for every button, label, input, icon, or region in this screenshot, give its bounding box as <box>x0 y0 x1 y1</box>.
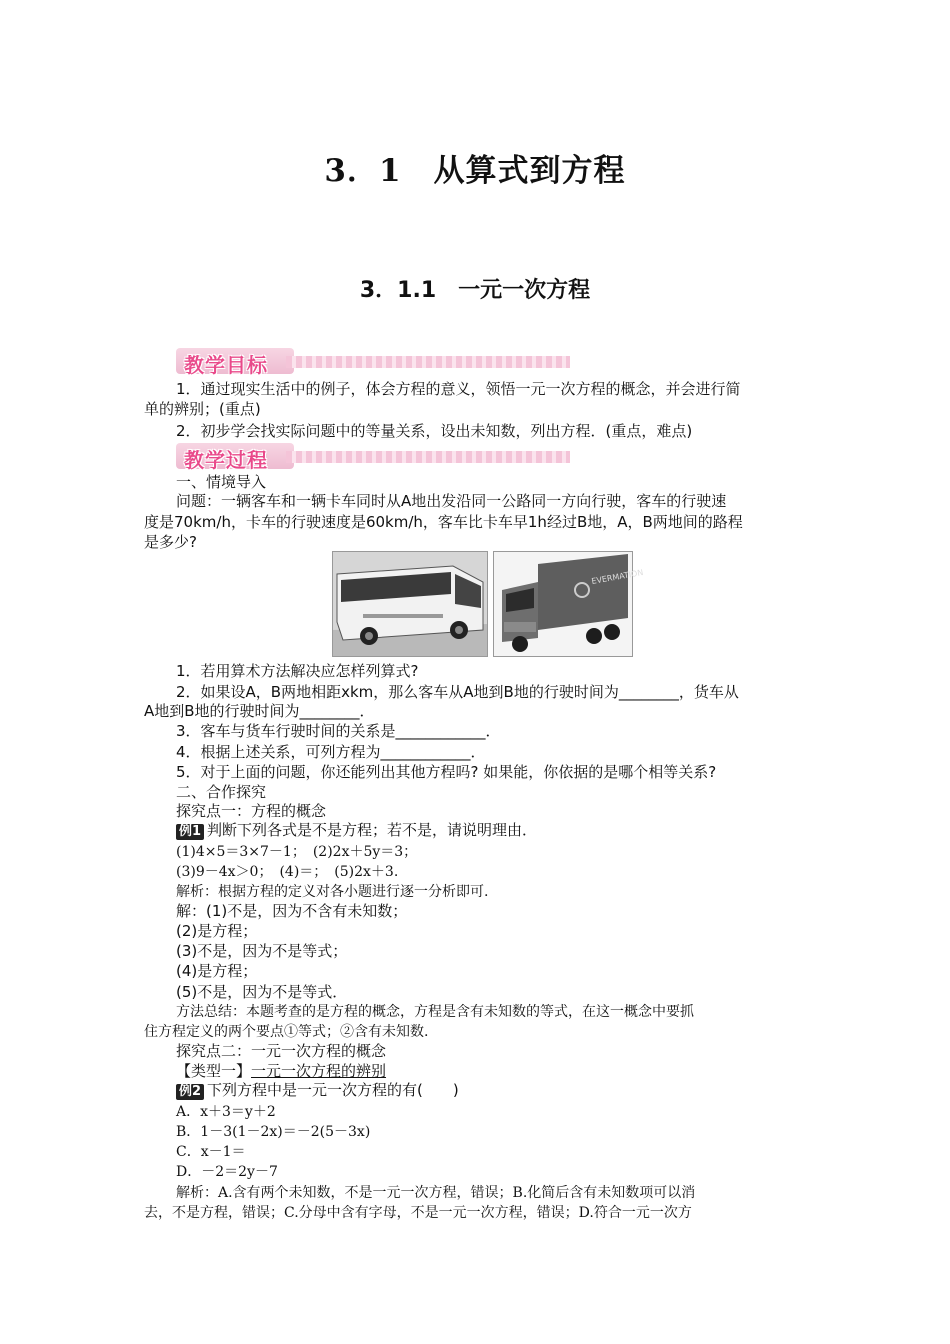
solution-4: (4)是方程； <box>176 962 258 980</box>
solution-1: 解：(1)不是，因为不含有未知数； <box>176 902 408 920</box>
option-b: B．1－3(1－2x)＝－2(5－3x) <box>176 1124 371 1140</box>
option-a: A．x＋3＝y＋2 <box>176 1104 276 1120</box>
option-c: C．x－1＝ <box>176 1144 246 1160</box>
solution-3: (3)不是，因为不是等式； <box>176 942 348 960</box>
section-title: 3．1.1 一元一次方程 <box>359 278 591 303</box>
section-1-heading: 一、情境导入 <box>176 473 267 491</box>
process-banner: 教学过程 <box>176 443 570 469</box>
analysis-2-a: 解析：A.含有两个未知数，不是一元一次方程，错误；B.化简后含有未知数项可以消 <box>176 1185 696 1201</box>
goal-2: 2．初步学会找实际问题中的等量关系，设出未知数，列出方程．(重点，难点) <box>176 422 693 440</box>
truck-brand-text: EVERMATION <box>590 568 644 586</box>
problem-line-1: 问题：一辆客车和一辆卡车同时从A地出发沿同一公路同一方向行驶，客车的行驶速 <box>176 492 727 510</box>
problem-line-2: 度是70km/h，卡车的行驶速度是60km/h，客车比卡车早1h经过B地，A，B两地间的路程 <box>144 513 743 531</box>
problem-line-3: 是多少? <box>144 533 197 551</box>
page-title: 3．1 从算式到方程 <box>324 153 626 189</box>
example-1-mark: 例1 <box>176 824 204 840</box>
goal-1-line-b: 单的辨别；(重点) <box>144 400 261 418</box>
point-2-heading: 探究点二：一元一次方程的概念 <box>176 1042 387 1060</box>
question-4: 4．根据上述关系，可列方程为____________． <box>176 743 486 761</box>
bus-photo <box>332 551 488 657</box>
solution-2: (2)是方程； <box>176 922 258 940</box>
example-1: 例1 判断下列各式是不是方程；若不是，请说明理由． <box>176 820 838 840</box>
section-2-heading: 二、合作探究 <box>176 783 267 801</box>
goal-1-line-a: 1．通过现实生活中的例子，体会方程的意义，领悟一元一次方程的概念，并会进行简 <box>176 380 741 398</box>
question-3: 3．客车与货车行驶时间的关系是____________． <box>176 722 501 740</box>
goals-banner: 教学目标 <box>176 348 570 374</box>
method-summary-b: 住方程定义的两个要点①等式；②含有未知数. <box>144 1024 429 1040</box>
type-1-heading: 【类型一】一元一次方程的辨别 <box>176 1062 387 1080</box>
option-d: D．－2＝2y－7 <box>176 1164 278 1180</box>
truck-photo <box>493 551 644 657</box>
example-1-items-b: (3)9－4x＞0； (4)＝； (5)2x＋3. <box>176 864 399 880</box>
analysis-1: 解析：根据方程的定义对各小题进行逐一分析即可. <box>176 884 489 900</box>
question-5: 5．对于上面的问题，你还能列出其他方程吗? 如果能，你依据的是哪个相等关系? <box>176 763 717 781</box>
question-2-line-a: 2．如果设A，B两地相距xkm，那么客车从A地到B地的行驶时间为________，货车从 <box>176 683 739 701</box>
question-2-line-b: A地到B地的行驶时间为________． <box>144 702 375 720</box>
example-1-items-a: (1)4×5＝3×7－1； (2)2x＋5y＝3； <box>176 844 418 860</box>
example-2-mark: 例2 <box>176 1084 204 1100</box>
question-1: 1．若用算术方法解决应怎样列算式? <box>176 662 419 680</box>
solution-5: (5)不是，因为不是等式． <box>176 983 348 1001</box>
example-2: 例2 下列方程中是一元一次方程的有( ) <box>176 1080 838 1100</box>
point-1-heading: 探究点一：方程的概念 <box>176 802 327 820</box>
analysis-2-b: 去，不是方程，错误；C.分母中含有字母，不是一元一次方程，错误；D.符合一元一次方 <box>144 1205 692 1221</box>
method-summary-a: 方法总结：本题考查的是方程的概念，方程是含有未知数的等式，在这一概念中要抓 <box>176 1004 694 1020</box>
